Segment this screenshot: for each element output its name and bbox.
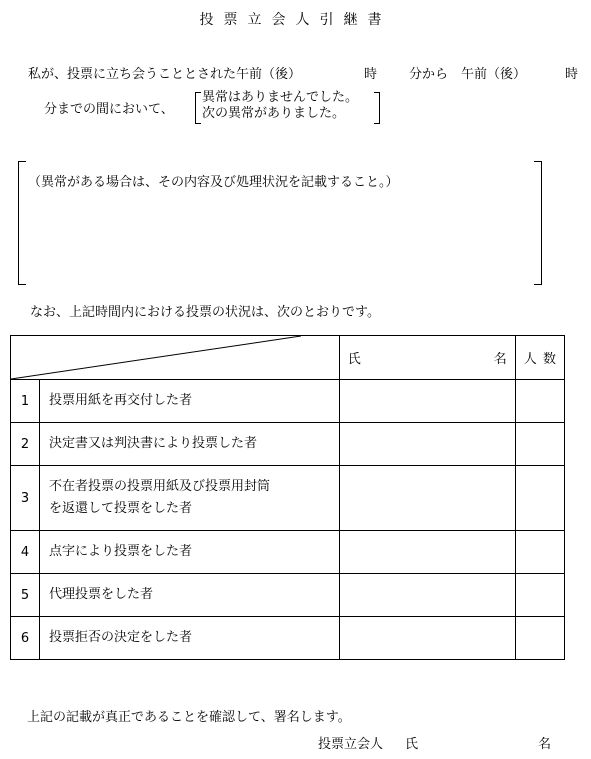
signature-mei: 名	[538, 737, 552, 752]
name-cell[interactable]	[339, 574, 515, 617]
diagonal-line	[11, 336, 301, 379]
intro-hour1-label: 時	[364, 67, 378, 82]
signature-name-field[interactable]	[426, 727, 532, 751]
header-name	[339, 336, 515, 380]
table-row	[11, 531, 565, 574]
row-label: 投票用紙を再交付した者	[40, 380, 340, 423]
option-bracket-left	[195, 92, 201, 124]
abnormal-box-note: （異常がある場合は、その内容及び処理状況を記載すること。）	[28, 175, 399, 190]
table-corner-cell	[11, 336, 340, 380]
row-number: 2	[11, 423, 40, 466]
abnormal-details-field[interactable]	[26, 186, 530, 280]
row-label: 投票拒否の決定をした者	[40, 617, 340, 660]
table-row	[11, 574, 565, 617]
row-number: 3	[11, 466, 40, 531]
count-cell[interactable]	[515, 617, 564, 660]
row-number: 1	[11, 380, 40, 423]
signature-role: 投票立会人	[318, 737, 384, 752]
table-row	[11, 380, 565, 423]
count-cell[interactable]	[515, 380, 564, 423]
intro-line1-from: 分から 午前（後）	[409, 67, 527, 82]
row-number: 4	[11, 531, 40, 574]
name-cell[interactable]	[339, 466, 515, 531]
option-bracket-right	[374, 92, 380, 124]
row-label-line1: 不在者投票の投票用紙及び投票用封筒	[49, 479, 271, 494]
row-label	[40, 466, 340, 531]
intro-options	[202, 90, 358, 122]
header-count-b: 数	[542, 352, 556, 367]
count-cell[interactable]	[515, 574, 564, 617]
row-number: 5	[11, 574, 40, 617]
count-cell[interactable]	[515, 423, 564, 466]
table-row	[11, 466, 565, 531]
intro-line2-text: 分までの間において、	[44, 102, 174, 117]
header-name-b: 名	[493, 352, 507, 367]
abnormal-box-right	[534, 161, 542, 285]
option-no-abnormal: 異常はありませんでした。	[202, 90, 359, 105]
row-number: 6	[11, 617, 40, 660]
row-label-line2: を返還して投票をした者	[49, 501, 193, 516]
intro-line1-text: 私が、投票に立ち会うこととされた午前（後）	[28, 67, 302, 82]
name-cell[interactable]	[339, 423, 515, 466]
name-cell[interactable]	[339, 380, 515, 423]
row-label: 決定書又は判決書により投票した者	[40, 423, 340, 466]
name-cell[interactable]	[339, 617, 515, 660]
header-count	[515, 336, 564, 380]
header-name-a: 氏	[347, 352, 361, 367]
table-row	[11, 423, 565, 466]
document-title: 投票立会人引継書	[199, 12, 392, 28]
count-cell[interactable]	[515, 466, 564, 531]
vote-status-table	[10, 335, 565, 660]
status-sentence: なお、上記時間内における投票の状況は、次のとおりです。	[30, 305, 380, 320]
option-abnormal: 次の異常がありました。	[202, 106, 346, 121]
header-count-a: 人	[523, 352, 537, 367]
intro-hour2-label: 時	[565, 67, 579, 82]
signature-shi: 氏	[405, 737, 419, 752]
row-label: 代理投票をした者	[40, 574, 340, 617]
table-row	[11, 617, 565, 660]
row-label: 点字により投票をした者	[40, 531, 340, 574]
count-cell[interactable]	[515, 531, 564, 574]
confirm-sentence: 上記の記載が真正であることを確認して、署名します。	[27, 710, 351, 725]
abnormal-box-left	[18, 161, 26, 285]
name-cell[interactable]	[339, 531, 515, 574]
